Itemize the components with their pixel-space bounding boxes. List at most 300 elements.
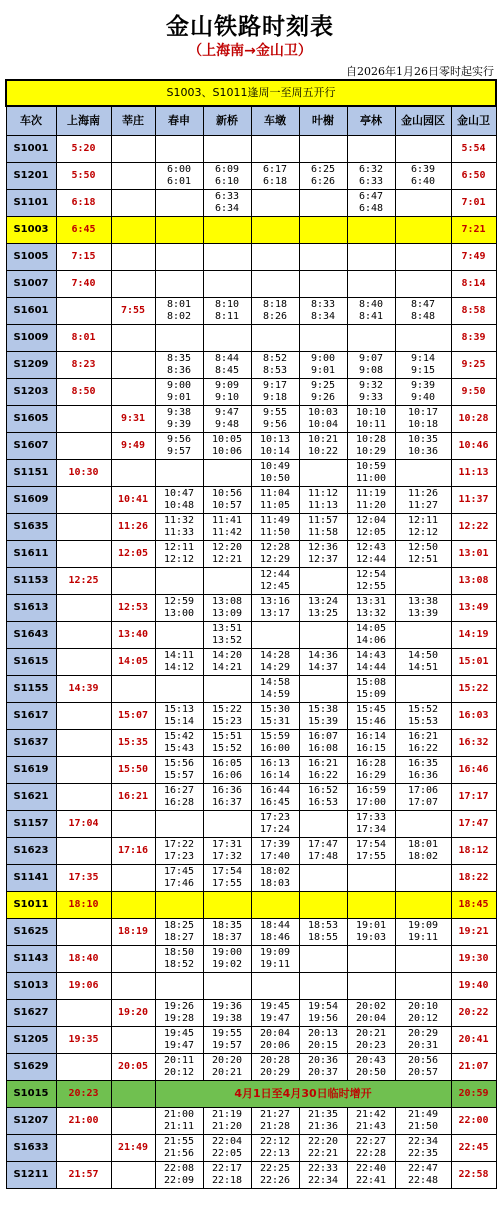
table-row [6, 433, 496, 460]
time-tl: 16:59 17:00 [347, 784, 395, 811]
time-cs: 14:11 14:12 [155, 649, 203, 676]
time-shn: 7:15 [56, 244, 111, 271]
time-tl: 21:42 21:43 [347, 1108, 395, 1135]
time-tl: 9:07 9:08 [347, 352, 395, 379]
time-jsw: 21:07 [451, 1054, 496, 1081]
time-jsw: 7:21 [451, 217, 496, 244]
time-shn [56, 622, 111, 649]
header-jinshan-park: 金山园区 [395, 106, 451, 136]
time-jsy: 18:01 18:02 [395, 838, 451, 865]
train-number: S1003 [6, 217, 56, 244]
time-xq: 18:35 18:37 [203, 919, 251, 946]
train-number: S1015 [6, 1081, 56, 1108]
time-jsy [395, 568, 451, 595]
time-xq: 9:47 9:48 [203, 406, 251, 433]
time-jsw: 7:01 [451, 190, 496, 217]
time-cd [251, 271, 299, 298]
time-tl [347, 865, 395, 892]
time-cs [155, 460, 203, 487]
train-number: S1207 [6, 1108, 56, 1135]
train-number: S1205 [6, 1027, 56, 1054]
train-number: S1619 [6, 757, 56, 784]
train-number: S1625 [6, 919, 56, 946]
time-jsw: 20:59 [451, 1081, 496, 1108]
train-number: S1613 [6, 595, 56, 622]
table-row [6, 406, 496, 433]
time-yx: 8:33 8:34 [299, 298, 347, 325]
table-row [6, 190, 496, 217]
time-cs: 21:55 21:56 [155, 1135, 203, 1162]
time-jsw: 13:08 [451, 568, 496, 595]
time-jsy: 20:29 20:31 [395, 1027, 451, 1054]
time-yx [299, 622, 347, 649]
table-row [6, 514, 496, 541]
time-xz [111, 568, 155, 595]
time-cd: 15:30 15:31 [251, 703, 299, 730]
table-row [6, 811, 496, 838]
time-tl: 12:54 12:55 [347, 568, 395, 595]
time-jsw: 9:50 [451, 379, 496, 406]
train-number: S1615 [6, 649, 56, 676]
time-shn [56, 541, 111, 568]
time-jsy: 22:34 22:35 [395, 1135, 451, 1162]
table-row [6, 217, 496, 244]
time-shn: 8:50 [56, 379, 111, 406]
route-subtitle: （上海南→金山卫） [188, 43, 312, 59]
time-yx: 18:53 18:55 [299, 919, 347, 946]
time-shn: 18:40 [56, 946, 111, 973]
header-train: 车次 [6, 106, 56, 136]
time-jsw: 19:30 [451, 946, 496, 973]
table-row [6, 649, 496, 676]
time-tl: 14:43 14:44 [347, 649, 395, 676]
time-cd: 8:18 8:26 [251, 298, 299, 325]
time-tl: 15:45 15:46 [347, 703, 395, 730]
time-jsw: 17:47 [451, 811, 496, 838]
table-row [6, 487, 496, 514]
time-jsy [395, 622, 451, 649]
time-jsw: 18:22 [451, 865, 496, 892]
table-row [6, 298, 496, 325]
time-cs: 17:22 17:23 [155, 838, 203, 865]
time-yx [299, 946, 347, 973]
train-number: S1633 [6, 1135, 56, 1162]
time-xq [203, 217, 251, 244]
time-jsy: 8:47 8:48 [395, 298, 451, 325]
time-xz [111, 865, 155, 892]
time-jsw: 20:22 [451, 1000, 496, 1027]
time-jsw: 19:21 [451, 919, 496, 946]
time-jsw: 22:45 [451, 1135, 496, 1162]
time-tl [347, 244, 395, 271]
time-xq: 13:08 13:09 [203, 595, 251, 622]
time-cd: 11:49 11:50 [251, 514, 299, 541]
train-number: S1151 [6, 460, 56, 487]
time-yx: 9:25 9:26 [299, 379, 347, 406]
weekday-banner-row [6, 80, 496, 106]
time-cd: 12:44 12:45 [251, 568, 299, 595]
time-jsw: 6:50 [451, 163, 496, 190]
time-cs: 15:56 15:57 [155, 757, 203, 784]
time-tl [347, 892, 395, 919]
time-jsy: 16:21 16:22 [395, 730, 451, 757]
time-yx [299, 568, 347, 595]
time-shn [56, 298, 111, 325]
time-cs: 9:00 9:01 [155, 379, 203, 406]
time-tl: 6:47 6:48 [347, 190, 395, 217]
time-jsw: 15:22 [451, 676, 496, 703]
time-cd: 11:04 11:05 [251, 487, 299, 514]
time-xz [111, 892, 155, 919]
table-row [6, 622, 496, 649]
table-row [6, 1081, 496, 1108]
time-cs: 15:42 15:43 [155, 730, 203, 757]
time-jsw: 9:25 [451, 352, 496, 379]
time-yx [299, 865, 347, 892]
time-xq: 13:51 13:52 [203, 622, 251, 649]
time-yx: 20:13 20:15 [299, 1027, 347, 1054]
time-yx: 22:20 22:21 [299, 1135, 347, 1162]
time-xq: 6:09 6:10 [203, 163, 251, 190]
time-cs: 9:38 9:39 [155, 406, 203, 433]
time-tl [347, 271, 395, 298]
time-xz [111, 244, 155, 271]
time-cd: 14:28 14:29 [251, 649, 299, 676]
time-shn [56, 838, 111, 865]
time-yx: 11:12 11:13 [299, 487, 347, 514]
time-cs [155, 892, 203, 919]
time-cd: 19:09 19:11 [251, 946, 299, 973]
time-cd: 6:17 6:18 [251, 163, 299, 190]
time-shn [56, 784, 111, 811]
time-yx: 19:54 19:56 [299, 1000, 347, 1027]
time-tl: 19:01 19:03 [347, 919, 395, 946]
time-jsw: 13:01 [451, 541, 496, 568]
table-row [6, 1000, 496, 1027]
table-row [6, 1135, 496, 1162]
time-yx [299, 136, 347, 163]
header-row [6, 106, 496, 136]
time-jsy [395, 217, 451, 244]
header-xinzhuang: 莘庄 [111, 106, 155, 136]
time-cd [251, 622, 299, 649]
time-yx [299, 973, 347, 1000]
time-xq: 6:33 6:34 [203, 190, 251, 217]
time-xq [203, 271, 251, 298]
time-cs [155, 244, 203, 271]
time-shn: 5:20 [56, 136, 111, 163]
time-cd: 22:25 22:26 [251, 1162, 299, 1189]
time-jsy: 17:06 17:07 [395, 784, 451, 811]
time-tl: 20:02 20:04 [347, 1000, 395, 1027]
time-cd: 18:44 18:46 [251, 919, 299, 946]
time-jsw: 10:46 [451, 433, 496, 460]
time-jsy [395, 460, 451, 487]
time-cd: 10:49 10:50 [251, 460, 299, 487]
table-row [6, 838, 496, 865]
time-cs: 10:47 10:48 [155, 487, 203, 514]
time-jsw: 14:19 [451, 622, 496, 649]
time-xz [111, 1027, 155, 1054]
time-cs: 12:59 13:00 [155, 595, 203, 622]
time-jsy: 10:17 10:18 [395, 406, 451, 433]
time-xq: 16:05 16:06 [203, 757, 251, 784]
time-xq [203, 676, 251, 703]
time-jsw: 19:40 [451, 973, 496, 1000]
train-number: S1611 [6, 541, 56, 568]
time-cs: 18:50 18:52 [155, 946, 203, 973]
page-title: 金山铁路时刻表 [166, 14, 334, 40]
table-row [6, 973, 496, 1000]
time-shn [56, 433, 111, 460]
table-row [6, 946, 496, 973]
time-jsy [395, 244, 451, 271]
train-number: S1637 [6, 730, 56, 757]
time-jsw: 18:12 [451, 838, 496, 865]
time-yx: 15:38 15:39 [299, 703, 347, 730]
table-row [6, 325, 496, 352]
time-xz [111, 1081, 155, 1108]
time-cd [251, 244, 299, 271]
train-number: S1605 [6, 406, 56, 433]
time-tl [347, 946, 395, 973]
time-xq [203, 325, 251, 352]
train-number: S1153 [6, 568, 56, 595]
header-chedun: 车墩 [251, 106, 299, 136]
time-xz [111, 352, 155, 379]
time-xz [111, 163, 155, 190]
time-jsw: 12:22 [451, 514, 496, 541]
time-yx: 16:52 16:53 [299, 784, 347, 811]
time-shn: 6:18 [56, 190, 111, 217]
time-shn: 8:23 [56, 352, 111, 379]
time-tl: 22:27 22:28 [347, 1135, 395, 1162]
table-row [6, 892, 496, 919]
table-row [6, 379, 496, 406]
time-tl: 6:32 6:33 [347, 163, 395, 190]
time-xz: 16:21 [111, 784, 155, 811]
time-jsy: 10:35 10:36 [395, 433, 451, 460]
time-yx [299, 676, 347, 703]
time-tl: 12:04 12:05 [347, 514, 395, 541]
time-jsw: 8:14 [451, 271, 496, 298]
time-shn [56, 1135, 111, 1162]
time-yx [299, 271, 347, 298]
time-shn: 10:30 [56, 460, 111, 487]
train-number: S1007 [6, 271, 56, 298]
time-jsw: 20:41 [451, 1027, 496, 1054]
header-chunshen: 春申 [155, 106, 203, 136]
time-xz [111, 136, 155, 163]
time-cd: 10:13 10:14 [251, 433, 299, 460]
time-cs [155, 190, 203, 217]
time-jsw: 11:13 [451, 460, 496, 487]
train-number: S1635 [6, 514, 56, 541]
time-xz: 18:19 [111, 919, 155, 946]
time-tl: 20:21 20:23 [347, 1027, 395, 1054]
train-number: S1011 [6, 892, 56, 919]
time-cd: 13:16 13:17 [251, 595, 299, 622]
time-shn [56, 487, 111, 514]
time-cs: 22:08 22:09 [155, 1162, 203, 1189]
time-xq: 21:19 21:20 [203, 1108, 251, 1135]
time-jsw: 5:54 [451, 136, 496, 163]
time-jsy [395, 973, 451, 1000]
time-xq: 8:10 8:11 [203, 298, 251, 325]
time-cd: 21:27 21:28 [251, 1108, 299, 1135]
time-jsy: 20:56 20:57 [395, 1054, 451, 1081]
time-xz [111, 271, 155, 298]
train-number: S1643 [6, 622, 56, 649]
time-jsw: 10:28 [451, 406, 496, 433]
time-cd: 15:59 16:00 [251, 730, 299, 757]
time-xq: 19:00 19:02 [203, 946, 251, 973]
time-jsy: 11:26 11:27 [395, 487, 451, 514]
time-yx: 6:25 6:26 [299, 163, 347, 190]
table-row [6, 919, 496, 946]
timetable [5, 79, 497, 1189]
table-row [6, 784, 496, 811]
time-xq: 19:36 19:38 [203, 1000, 251, 1027]
train-number: S1617 [6, 703, 56, 730]
table-row [6, 460, 496, 487]
time-jsy: 14:50 14:51 [395, 649, 451, 676]
time-jsy: 19:09 19:11 [395, 919, 451, 946]
time-cd: 16:44 16:45 [251, 784, 299, 811]
time-jsw: 8:39 [451, 325, 496, 352]
time-xz: 15:35 [111, 730, 155, 757]
timetable-body [6, 80, 496, 1189]
train-number: S1621 [6, 784, 56, 811]
time-shn: 5:50 [56, 163, 111, 190]
train-number: S1609 [6, 487, 56, 514]
time-shn [56, 919, 111, 946]
time-xz: 9:31 [111, 406, 155, 433]
time-shn: 19:06 [56, 973, 111, 1000]
time-tl: 20:43 20:50 [347, 1054, 395, 1081]
time-cd [251, 973, 299, 1000]
time-xz [111, 946, 155, 973]
time-xq: 17:31 17:32 [203, 838, 251, 865]
time-xz [111, 676, 155, 703]
time-shn: 6:45 [56, 217, 111, 244]
time-jsw: 11:37 [451, 487, 496, 514]
time-yx: 22:33 22:34 [299, 1162, 347, 1189]
time-cd [251, 136, 299, 163]
time-xz: 19:20 [111, 1000, 155, 1027]
time-cs: 11:32 11:33 [155, 514, 203, 541]
table-row [6, 244, 496, 271]
train-number: S1157 [6, 811, 56, 838]
time-shn: 21:00 [56, 1108, 111, 1135]
time-jsy [395, 676, 451, 703]
time-cd [251, 325, 299, 352]
table-row [6, 1054, 496, 1081]
train-number: S1001 [6, 136, 56, 163]
time-tl: 15:08 15:09 [347, 676, 395, 703]
time-tl: 12:43 12:44 [347, 541, 395, 568]
time-cs: 18:25 18:27 [155, 919, 203, 946]
time-jsy [395, 865, 451, 892]
time-xz [111, 325, 155, 352]
time-cs: 15:13 15:14 [155, 703, 203, 730]
time-yx [299, 892, 347, 919]
time-xq: 9:09 9:10 [203, 379, 251, 406]
time-xz [111, 1162, 155, 1189]
table-row [6, 136, 496, 163]
time-jsy: 21:49 21:50 [395, 1108, 451, 1135]
time-yx: 16:07 16:08 [299, 730, 347, 757]
time-xz: 11:26 [111, 514, 155, 541]
time-xz: 12:53 [111, 595, 155, 622]
time-jsy [395, 892, 451, 919]
time-jsw: 16:32 [451, 730, 496, 757]
temporary-service-note: 4月1日至4月30日临时增开 [155, 1081, 451, 1108]
time-jsy [395, 190, 451, 217]
header-yexie: 叶榭 [299, 106, 347, 136]
time-cd [251, 217, 299, 244]
time-xq: 22:04 22:05 [203, 1135, 251, 1162]
time-yx: 17:47 17:48 [299, 838, 347, 865]
time-shn: 14:39 [56, 676, 111, 703]
time-tl: 16:14 16:15 [347, 730, 395, 757]
time-xq: 19:55 19:57 [203, 1027, 251, 1054]
time-cd: 20:04 20:06 [251, 1027, 299, 1054]
time-xz: 20:05 [111, 1054, 155, 1081]
time-cs [155, 136, 203, 163]
table-row [6, 865, 496, 892]
train-number: S1203 [6, 379, 56, 406]
time-xz [111, 460, 155, 487]
time-tl: 8:40 8:41 [347, 298, 395, 325]
table-row [6, 541, 496, 568]
table-row [6, 1027, 496, 1054]
time-shn: 8:01 [56, 325, 111, 352]
time-xq: 8:44 8:45 [203, 352, 251, 379]
time-shn [56, 1054, 111, 1081]
time-yx: 10:21 10:22 [299, 433, 347, 460]
time-xq: 17:54 17:55 [203, 865, 251, 892]
time-xz: 7:55 [111, 298, 155, 325]
weekday-banner: S1003、S1011逢周一至周五开行 [6, 80, 496, 106]
time-xq [203, 136, 251, 163]
time-jsw: 13:49 [451, 595, 496, 622]
time-shn: 12:25 [56, 568, 111, 595]
train-number: S1009 [6, 325, 56, 352]
time-shn [56, 1000, 111, 1027]
time-xz: 10:41 [111, 487, 155, 514]
time-cs: 8:01 8:02 [155, 298, 203, 325]
time-xz: 9:49 [111, 433, 155, 460]
time-yx: 12:36 12:37 [299, 541, 347, 568]
header-shanghai-south: 上海南 [56, 106, 111, 136]
time-xz [111, 811, 155, 838]
time-xz: 14:05 [111, 649, 155, 676]
time-cs [155, 217, 203, 244]
train-number: S1155 [6, 676, 56, 703]
time-yx: 14:36 14:37 [299, 649, 347, 676]
time-tl [347, 217, 395, 244]
train-number: S1143 [6, 946, 56, 973]
train-number: S1005 [6, 244, 56, 271]
time-xq [203, 568, 251, 595]
time-shn [56, 649, 111, 676]
time-shn: 17:04 [56, 811, 111, 838]
time-cd: 18:02 18:03 [251, 865, 299, 892]
time-cd: 19:45 19:47 [251, 1000, 299, 1027]
time-xz [111, 973, 155, 1000]
time-yx [299, 325, 347, 352]
